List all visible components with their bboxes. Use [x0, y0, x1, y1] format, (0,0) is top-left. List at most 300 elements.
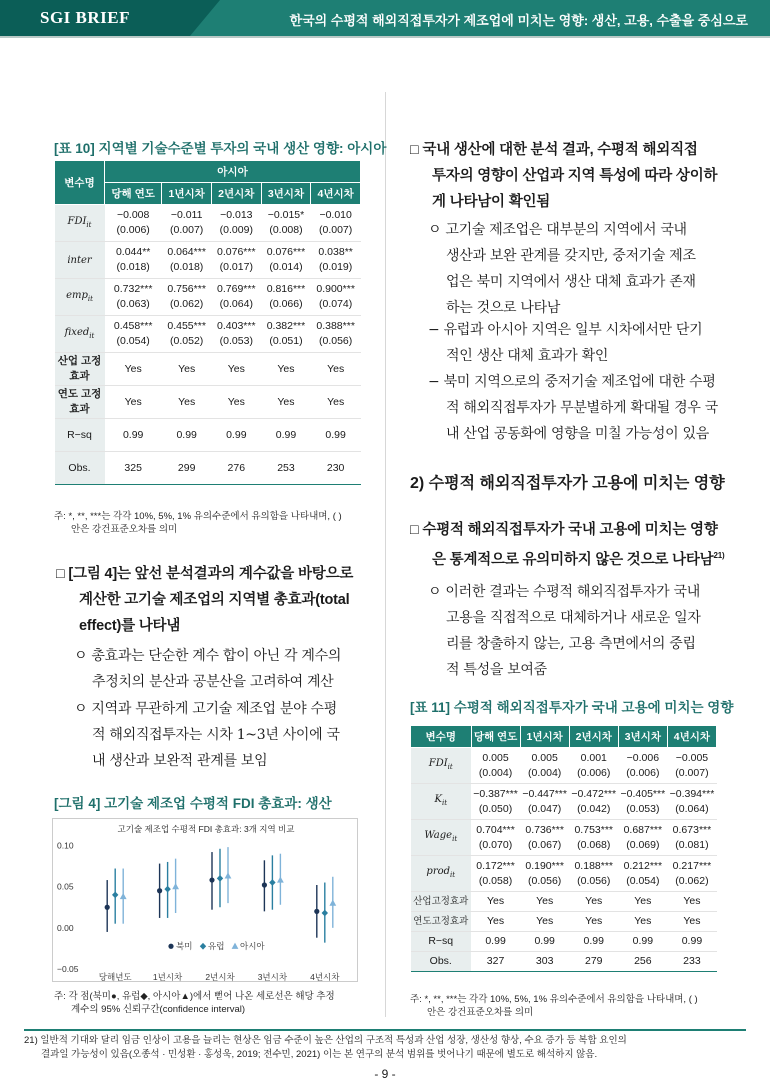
- variable-name-cell: [411, 856, 472, 892]
- variable-name-cell: [55, 205, 105, 242]
- right-p1-line3: 게 나타남이 확인됨: [432, 194, 551, 210]
- page-number: - 9 -: [374, 1067, 396, 1081]
- coefficient: 0.900***: [316, 283, 355, 295]
- coefficient: 0.458***: [113, 320, 153, 332]
- table-row: [55, 452, 361, 485]
- std-error: (0.053): [219, 335, 253, 347]
- std-error: (0.054): [626, 874, 660, 887]
- section-2-heading: 2) 수평적 해외직접투자가 고용에 미치는 영향: [410, 475, 725, 492]
- value-cell: 325: [105, 452, 162, 485]
- right-p1-line1: □ 국내 생산에 대한 분석 결과, 수평적 해외직접: [410, 142, 698, 158]
- x-tick-label: 3년시차: [257, 972, 288, 982]
- y-tick-label: 0.00: [57, 922, 74, 933]
- left-p2-line2: 추정치의 분산과 공분산을 고려하여 계산: [92, 674, 334, 690]
- table-row: [411, 892, 717, 912]
- row-label: Obs.: [55, 452, 105, 485]
- coef-cell: [211, 316, 261, 353]
- value-cell: Yes: [471, 912, 520, 932]
- point-북미: [157, 888, 162, 893]
- variable-name: inter: [67, 254, 92, 266]
- right-p5-line1: □ 수평적 해외직접투자가 국내 고용에 미치는 영향: [410, 522, 718, 538]
- left-para-3: [74, 696, 374, 774]
- column-divider: [385, 92, 386, 1017]
- std-error: (0.018): [116, 261, 150, 273]
- coefficient: 0.001: [580, 751, 607, 764]
- coef-cell: [667, 856, 716, 892]
- right-p6-line4: 적 특성을 보여줌: [446, 662, 547, 678]
- point-아시아: [225, 872, 232, 878]
- coefficient: −0.011: [170, 209, 203, 221]
- coefficient: 0.388***: [316, 320, 355, 332]
- footnote-rule: [24, 1029, 746, 1031]
- std-error: (0.074): [319, 298, 353, 310]
- right-para-1: [410, 137, 740, 215]
- value-cell: 230: [311, 452, 361, 485]
- value-cell: 276: [211, 452, 261, 485]
- value-cell: Yes: [471, 892, 520, 912]
- coefficient: 0.732***: [113, 283, 153, 295]
- row-label: 연도고정효과: [411, 912, 472, 932]
- value-cell: Yes: [311, 386, 361, 419]
- value-cell: Yes: [520, 892, 569, 912]
- std-error: (0.056): [319, 335, 353, 347]
- table-row: [55, 242, 361, 279]
- figure4-note: [54, 990, 335, 1016]
- std-error: (0.051): [269, 335, 303, 347]
- coef-cell: [162, 316, 212, 353]
- std-error: (0.018): [170, 261, 204, 273]
- left-para-1: [56, 561, 376, 639]
- left-p1-line2: 계산한 고기술 제조업의 지역별 총효과(total: [79, 592, 350, 608]
- row-label: 연도 고정효과: [55, 386, 105, 419]
- std-error: (0.068): [577, 838, 611, 851]
- std-error: (0.069): [626, 838, 660, 851]
- table-row: [411, 820, 717, 856]
- coef-cell: [667, 820, 716, 856]
- column-header: 1년시차: [162, 183, 212, 205]
- variable-subscript: it: [86, 220, 92, 229]
- figure4-note-line2: 계수의 95% 신뢰구간(confidence interval): [71, 1004, 246, 1015]
- std-error: (0.070): [478, 838, 513, 851]
- right-para-6: [428, 579, 748, 683]
- coefficient: 0.704***: [476, 823, 515, 836]
- value-cell: 0.99: [105, 419, 162, 452]
- std-error: (0.047): [528, 802, 562, 815]
- left-p1-line3: effect)를 나타냄: [79, 618, 181, 634]
- column-header: 3년시차: [261, 183, 311, 205]
- right-p2-line4: 하는 것으로 나타남: [446, 300, 561, 316]
- variable-name: fixed: [64, 326, 90, 338]
- column-header: 3년시차: [618, 726, 667, 748]
- y-tick-label: 0.05: [57, 881, 74, 892]
- right-p1-line2: 투자의 영향이 산업과 지역 특성에 따라 상이하: [432, 168, 718, 184]
- table11-caption: [표 11] 수평적 해외직접투자가 국내 고용에 미치는 영향: [410, 700, 734, 715]
- point-유럽: [112, 891, 118, 898]
- std-error: (0.017): [219, 261, 253, 273]
- value-cell: Yes: [618, 912, 667, 932]
- coefficient: 0.044**: [115, 246, 151, 258]
- value-cell: Yes: [162, 386, 212, 419]
- coefficient: −0.008: [116, 209, 150, 221]
- value-cell: Yes: [667, 892, 716, 912]
- std-error: (0.066): [269, 298, 303, 310]
- right-para-4: [428, 369, 748, 447]
- figure4-chart-frame: [52, 818, 358, 982]
- footnote-ref-21[interactable]: 21): [713, 551, 725, 560]
- right-p2-line1: ㅇ 고기술 제조업은 대부분의 지역에서 국내: [428, 222, 687, 238]
- coef-cell: [618, 820, 667, 856]
- point-아시아: [120, 893, 127, 899]
- value-cell: Yes: [569, 912, 618, 932]
- x-tick-label: 당해년도: [98, 972, 132, 982]
- std-error: (0.014): [269, 261, 303, 273]
- x-tick-label: 1년시차: [152, 972, 183, 982]
- column-header: 2년시차: [569, 726, 618, 748]
- x-tick-label: 4년시차: [310, 972, 340, 982]
- coef-cell: [311, 279, 361, 316]
- value-cell: Yes: [261, 353, 311, 386]
- table-row: [411, 784, 717, 820]
- column-header: 2년시차: [211, 183, 261, 205]
- variable-subscript: it: [450, 871, 456, 879]
- point-유럽: [322, 910, 328, 917]
- variable-subscript: it: [89, 331, 95, 340]
- std-error: (0.063): [116, 298, 150, 310]
- coefficient: −0.394***: [669, 787, 715, 800]
- coefficient: 0.172***: [476, 859, 515, 872]
- table-row: [411, 912, 717, 932]
- variable-name: K: [434, 794, 442, 805]
- coefficient: 0.038**: [318, 246, 353, 258]
- row-label: R−sq: [411, 932, 472, 952]
- variable-name: FDI: [67, 215, 87, 227]
- brand-logo: SGI BRIEF: [40, 8, 130, 27]
- column-header: 당해 연도: [105, 183, 162, 205]
- std-error: (0.006): [626, 766, 660, 779]
- value-cell: 0.99: [569, 932, 618, 952]
- right-p2-line2: 생산과 보완 관계를 갖지만, 중저기술 제조: [446, 248, 696, 264]
- table-row: [55, 316, 361, 353]
- table10-caption: [표 10] 지역별 기술수준별 투자의 국내 생산 영향: 아시아: [54, 141, 387, 156]
- right-p6-line1: ㅇ 이러한 결과는 수평적 해외직접투자가 국내: [428, 584, 701, 600]
- std-error: (0.056): [528, 874, 562, 887]
- right-p6-line2: 고용을 직접적으로 대체하거나 새로운 일자: [446, 610, 701, 626]
- std-error: (0.058): [478, 874, 513, 887]
- std-error: (0.064): [675, 802, 709, 815]
- value-cell: 233: [667, 952, 716, 972]
- coefficient: −0.387***: [473, 787, 518, 800]
- right-p6-line3: 리를 창출하지 않는, 고용 측면에서의 중립: [446, 636, 696, 652]
- row-label: 산업고정효과: [411, 892, 472, 912]
- right-para-5: [410, 517, 750, 573]
- right-p5-line2: 은 통계적으로 유의미하지 않은 것으로 나타남: [432, 551, 714, 568]
- point-북미: [314, 909, 319, 914]
- coef-cell: [162, 279, 212, 316]
- left-p3-line3: 내 생산과 보완적 관계를 보임: [92, 753, 268, 769]
- coef-cell: [261, 316, 311, 353]
- std-error: (0.062): [675, 874, 709, 887]
- value-cell: Yes: [162, 353, 212, 386]
- coef-cell: [569, 748, 618, 784]
- value-cell: Yes: [105, 353, 162, 386]
- x-tick-label: 2년시차: [205, 972, 235, 982]
- coefficient: 0.212***: [623, 859, 663, 872]
- right-p4-line2: 적 해외직접투자가 무분별하게 확대될 경우 국: [446, 400, 719, 416]
- variable-name-cell: [55, 242, 105, 279]
- std-error: (0.042): [577, 802, 611, 815]
- table10-group-header: 아시아: [105, 161, 361, 183]
- table10-note-line2: 안은 강건표준오차를 의미: [71, 524, 178, 535]
- point-유럽: [269, 879, 275, 886]
- std-error: (0.009): [219, 224, 253, 236]
- row-label: R−sq: [55, 419, 105, 452]
- table-row: [411, 932, 717, 952]
- coef-cell: [211, 279, 261, 316]
- coef-cell: [667, 784, 716, 820]
- table10-note-line1: 주: *, **, ***는 각각 10%, 5%, 1% 유의수준에서 유의함을 나타내며, ( ): [54, 511, 342, 522]
- table-row: [55, 205, 361, 242]
- coefficient: 0.005: [531, 751, 558, 764]
- variable-subscript: it: [441, 799, 448, 807]
- coef-cell: [261, 242, 311, 279]
- coef-cell: [471, 856, 520, 892]
- value-cell: Yes: [311, 353, 361, 386]
- table11-note-line2: 안은 강건표준오차를 의미: [427, 1007, 534, 1018]
- coef-cell: [471, 784, 520, 820]
- coefficient: 0.382***: [266, 320, 306, 332]
- right-p4-line3: 내 산업 공동화에 영향을 미칠 가능성이 있음: [446, 426, 709, 442]
- coefficient: −0.006: [626, 751, 660, 764]
- variable-name-cell: [411, 784, 472, 820]
- coefficient: 0.769***: [217, 283, 256, 295]
- right-para-3: [428, 317, 748, 369]
- std-error: (0.007): [170, 224, 204, 236]
- value-cell: Yes: [211, 386, 261, 419]
- coef-cell: [569, 784, 618, 820]
- right-p2-line3: 업은 북미 지역에서 생산 대체 효과가 존재: [446, 274, 696, 290]
- left-p3-line1: ㅇ 지역과 무관하게 고기술 제조업 분야 수평: [74, 701, 337, 717]
- value-cell: 0.99: [311, 419, 361, 452]
- variable-name-cell: [411, 820, 472, 856]
- table-row: [411, 748, 717, 784]
- std-error: (0.007): [319, 224, 353, 236]
- table10-note: [54, 510, 342, 536]
- variable-subscript: it: [452, 835, 458, 843]
- left-p2-line1: ㅇ 총효과는 단순한 계수 합이 아닌 각 계수의: [74, 648, 342, 664]
- table11-note-line1: 주: *, **, ***는 각각 10%, 5%, 1% 유의수준에서 유의함을 나타내며, ( ): [410, 994, 698, 1005]
- coefficient: 0.076***: [266, 246, 306, 258]
- variable-name: prod: [426, 866, 451, 877]
- std-error: (0.050): [478, 802, 513, 815]
- coef-cell: [261, 205, 311, 242]
- coefficient: −0.010: [319, 209, 352, 221]
- right-p4-line1: − 북미 지역으로의 중저기술 제조업에 대한 수평: [428, 374, 716, 390]
- value-cell: 299: [162, 452, 212, 485]
- column-header: 4년시차: [311, 183, 361, 205]
- legend-label: 유럽: [208, 941, 225, 952]
- point-북미: [105, 905, 110, 910]
- variable-subscript: it: [447, 763, 453, 771]
- coef-cell: [105, 316, 162, 353]
- coefficient: −0.015*: [267, 209, 305, 221]
- right-p3-line2: 적인 생산 대체 효과가 확인: [446, 348, 609, 364]
- coef-cell: [311, 205, 361, 242]
- value-cell: 253: [261, 452, 311, 485]
- footnote-line2: 결과일 가능성이 있음(오종석 · 민성환 · 홍성욱, 2019; 전수민, 2021) 이는 본 연구의 분석 범위를 벗어나기 때문에 별도로 해석하지 않음.: [41, 1049, 598, 1060]
- coef-cell: [569, 856, 618, 892]
- coef-cell: [311, 316, 361, 353]
- coefficient: 0.687***: [623, 823, 663, 836]
- right-p3-line1: − 유럽과 아시아 지역은 일부 시차에서만 단기: [428, 322, 703, 338]
- y-tick-label: 0.10: [57, 840, 74, 851]
- table10: [54, 160, 361, 485]
- table11-note: [410, 993, 698, 1019]
- point-아시아: [277, 876, 284, 882]
- legend-label: 아시아: [240, 941, 265, 952]
- variable-name-cell: [411, 748, 472, 784]
- coef-cell: [105, 205, 162, 242]
- figure4-note-line1: 주: 각 점(북미●, 유럽◆, 아시아▲)에서 뻗어 나온 세로선은 해당 추정: [54, 991, 335, 1002]
- std-error: (0.053): [626, 802, 660, 815]
- table-row: [55, 386, 361, 419]
- value-cell: 0.99: [667, 932, 716, 952]
- coefficient: −0.447***: [522, 787, 567, 800]
- coef-cell: [105, 242, 162, 279]
- std-error: (0.081): [675, 838, 709, 851]
- table-row: [55, 279, 361, 316]
- right-para-2: [428, 217, 748, 321]
- coefficient: −0.472***: [571, 787, 617, 800]
- coef-cell: [618, 856, 667, 892]
- coefficient: 0.188***: [574, 859, 614, 872]
- point-유럽: [217, 875, 223, 882]
- left-p3-line2: 적 해외직접투자는 시차 1~3년 사이에 국: [92, 727, 340, 743]
- std-error: (0.004): [478, 766, 513, 779]
- footnote-line1: 21) 일반적 기대와 달리 임금 인상이 고용을 늘리는 현상은 임금 수준이 높은 산업의 구조적 특성과 산업 성장, 생산성 향상, 수요 증가 등 복합 요인의: [24, 1035, 627, 1046]
- y-tick-label: −0.05: [57, 964, 79, 974]
- value-cell: Yes: [105, 386, 162, 419]
- std-error: (0.067): [528, 838, 562, 851]
- std-error: (0.056): [577, 874, 611, 887]
- coef-cell: [520, 820, 569, 856]
- coef-cell: [618, 748, 667, 784]
- value-cell: 0.99: [211, 419, 261, 452]
- std-error: (0.007): [675, 766, 709, 779]
- coef-cell: [105, 279, 162, 316]
- value-cell: 279: [569, 952, 618, 972]
- document-title: 한국의 수평적 해외직접투자가 제조업에 미치는 영향: 생산, 고용, 수출을 중심으로: [289, 13, 748, 28]
- value-cell: 0.99: [162, 419, 212, 452]
- coef-cell: [667, 748, 716, 784]
- header-banner: [0, 0, 770, 36]
- coefficient: 0.064***: [167, 246, 206, 258]
- left-para-2: [74, 643, 374, 695]
- std-error: (0.004): [528, 766, 562, 779]
- point-유럽: [164, 886, 170, 893]
- coefficient: 0.076***: [217, 246, 256, 258]
- value-cell: Yes: [211, 353, 261, 386]
- value-cell: 327: [471, 952, 520, 972]
- std-error: (0.008): [269, 224, 303, 236]
- point-아시아: [329, 900, 336, 906]
- coef-cell: [471, 748, 520, 784]
- header-rule: [0, 36, 770, 38]
- coefficient: 0.756***: [167, 283, 206, 295]
- coefficient: 0.190***: [525, 859, 564, 872]
- table-row: [411, 952, 717, 972]
- point-아시아: [172, 883, 179, 889]
- variable-name: Wage: [424, 830, 453, 841]
- value-cell: Yes: [520, 912, 569, 932]
- variable-name: FDI: [428, 758, 448, 769]
- row-label: 산업 고정효과: [55, 353, 105, 386]
- row-label: Obs.: [411, 952, 472, 972]
- coef-cell: [261, 279, 311, 316]
- value-cell: 0.99: [261, 419, 311, 452]
- column-header: 1년시차: [520, 726, 569, 748]
- coefficient: 0.455***: [167, 320, 206, 332]
- std-error: (0.062): [170, 298, 204, 310]
- value-cell: Yes: [261, 386, 311, 419]
- coefficient: 0.753***: [574, 823, 614, 836]
- variable-subscript: it: [87, 294, 93, 303]
- std-error: (0.006): [116, 224, 150, 236]
- legend-marker-북미: [168, 944, 173, 949]
- coef-cell: [569, 820, 618, 856]
- coef-cell: [162, 242, 212, 279]
- legend-label: 북미: [176, 941, 193, 952]
- variable-name-cell: [55, 316, 105, 353]
- value-cell: Yes: [667, 912, 716, 932]
- legend-marker-유럽: [200, 943, 206, 950]
- coefficient: 0.673***: [672, 823, 712, 836]
- coef-cell: [471, 820, 520, 856]
- point-북미: [209, 877, 214, 882]
- coef-cell: [520, 856, 569, 892]
- value-cell: 0.99: [618, 932, 667, 952]
- value-cell: 256: [618, 952, 667, 972]
- std-error: (0.064): [219, 298, 253, 310]
- legend-marker-아시아: [232, 943, 239, 949]
- coefficient: −0.005: [675, 751, 709, 764]
- table-row: [411, 856, 717, 892]
- variable-name-cell: [55, 279, 105, 316]
- coef-cell: [211, 242, 261, 279]
- std-error: (0.006): [577, 766, 611, 779]
- coefficient: −0.405***: [620, 787, 666, 800]
- coef-cell: [162, 205, 212, 242]
- table-row: [55, 353, 361, 386]
- table11: [410, 725, 717, 972]
- table-row: [55, 419, 361, 452]
- value-cell: Yes: [618, 892, 667, 912]
- coef-cell: [211, 205, 261, 242]
- footnote-21: [24, 1034, 750, 1062]
- figure4-chart: [53, 819, 359, 983]
- column-header: 당해 연도: [471, 726, 520, 748]
- value-cell: 0.99: [471, 932, 520, 952]
- std-error: (0.052): [170, 335, 204, 347]
- coefficient: 0.217***: [672, 859, 712, 872]
- value-cell: Yes: [569, 892, 618, 912]
- coef-cell: [311, 242, 361, 279]
- coefficient: 0.005: [482, 751, 509, 764]
- column-header: 변수명: [411, 726, 472, 748]
- column-header: 4년시차: [667, 726, 716, 748]
- std-error: (0.054): [116, 335, 150, 347]
- coefficient: −0.013: [220, 209, 253, 221]
- figure4-caption: [그림 4] 고기술 제조업 수평적 FDI 총효과: 생산: [54, 796, 332, 811]
